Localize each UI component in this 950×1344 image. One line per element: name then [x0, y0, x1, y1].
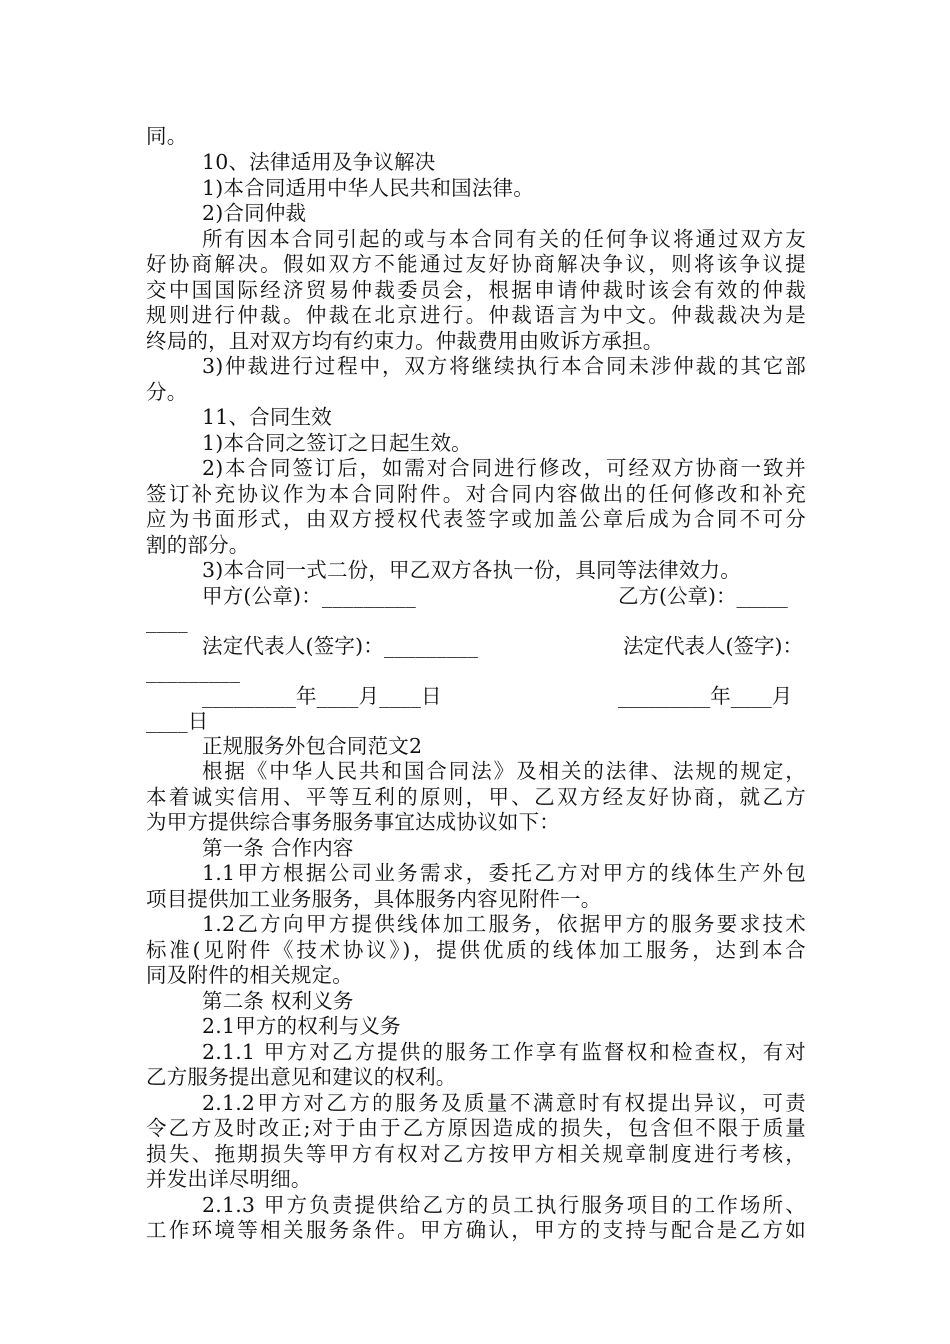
text-line: 为甲方提供综合事务服务事宜达成协议如下： [146, 810, 560, 834]
text-line: 1)本合同之签订之日起生效。 [202, 431, 472, 455]
section-heading: 11、合同生效 [202, 405, 332, 429]
document-title: 正规服务外包合同范文2 [202, 734, 423, 758]
text-line: 同及附件的相关规定。 [146, 963, 353, 987]
text-line: 1.2乙方向甲方提供线体加工服务，依据甲方的服务要求技术 [202, 912, 806, 936]
party-b-date-field: _________年____月 [618, 684, 793, 708]
text-line: 1)本合同适用中华人民共和国法律。 [202, 176, 534, 200]
section-heading: 第一条 合作内容 [202, 836, 354, 860]
text-line: 分。 [146, 380, 188, 404]
text-line: 交中国国际经济贸易仲裁委员会，根据申请仲裁时该会有效的仲裁 [146, 278, 806, 302]
text-line: 2.1.1 甲方对乙方提供的服务工作享有监督权和检查权，有对 [202, 1040, 806, 1064]
party-b-seal-field: 乙方(公章)：_____ [618, 584, 788, 608]
party-a-seal-field: 甲方(公章)：_________ [202, 584, 416, 608]
text-line: 项目提供加工业务服务，具体服务内容见附件一。 [146, 887, 602, 911]
text-line: 2)本合同签订后，如需对合同进行修改，可经双方协商一致并 [202, 456, 806, 480]
party-b-representative-field: 法定代表人(签字)： [623, 634, 803, 658]
text-line: 令乙方及时改正;对于由于乙方原因造成的损失，包含但不限于质量 [146, 1116, 806, 1140]
text-line: 根据《中华人民共和国合同法》及相关的法律、法规的规定， [202, 759, 806, 783]
text-line: 终局的，且对双方均有约束力。仲裁费用由败诉方承担。 [146, 329, 664, 353]
party-a-date-field: _________年____月____日 [202, 684, 442, 708]
text-line: 1.1甲方根据公司业务需求，委托乙方对甲方的线体生产外包 [202, 861, 806, 885]
text-line: 损失、拖期损失等甲方有权对乙方按甲方相关规章制度进行考核， [146, 1142, 806, 1166]
text-line: 标准(见附件《技术协议》)，提供优质的线体加工服务，达到本合 [146, 938, 806, 962]
section-heading: 10、法律适用及争议解决 [202, 150, 436, 174]
text-line: ____ [146, 609, 188, 633]
text-line: 2.1甲方的权利与义务 [202, 1014, 401, 1038]
text-line: 乙方服务提出意见和建议的权利。 [146, 1065, 457, 1089]
text-line: 割的部分。 [146, 533, 250, 557]
text-line: _________ [146, 659, 241, 683]
text-line: 同。 [146, 124, 188, 148]
text-line: 好协商解决。假如双方不能通过友好协商解决争议，则将该争议提 [146, 252, 806, 276]
section-heading: 第二条 权利义务 [202, 989, 354, 1013]
text-line: 本着诚实信用、平等互利的原则，甲、乙双方经友好协商，就乙方 [146, 785, 806, 809]
text-line: 3)仲裁进行过程中，双方将继续执行本合同未涉仲裁的其它部 [202, 354, 806, 378]
text-line: 规则进行仲裁。仲裁在北京进行。仲裁语言为中文。仲裁裁决为是 [146, 303, 806, 327]
text-line: ____日 [146, 709, 209, 733]
text-line: 工作环境等相关服务条件。甲方确认，甲方的支持与配合是乙方如 [146, 1218, 806, 1242]
text-line: 2.1.3 甲方负责提供给乙方的员工执行服务项目的工作场所、 [202, 1193, 806, 1217]
text-line: 3)本合同一式二份，甲乙双方各执一份，具同等法律效力。 [202, 558, 741, 582]
text-line: 应为书面形式，由双方授权代表签字或加盖公章后成为合同不可分 [146, 507, 806, 531]
text-line: 2.1.2甲方对乙方的服务及质量不满意时有权提出异议，可责 [202, 1091, 806, 1115]
text-line: 并发出详尽明细。 [146, 1167, 312, 1191]
party-a-representative-field: 法定代表人(签字)：_________ [202, 634, 479, 658]
text-line: 所有因本合同引起的或与本合同有关的任何争议将通过双方友 [202, 227, 806, 251]
text-line: 签订补充协议作为本合同附件。对合同内容做出的任何修改和补充 [146, 482, 806, 506]
text-line: 2)合同仲裁 [202, 201, 307, 225]
